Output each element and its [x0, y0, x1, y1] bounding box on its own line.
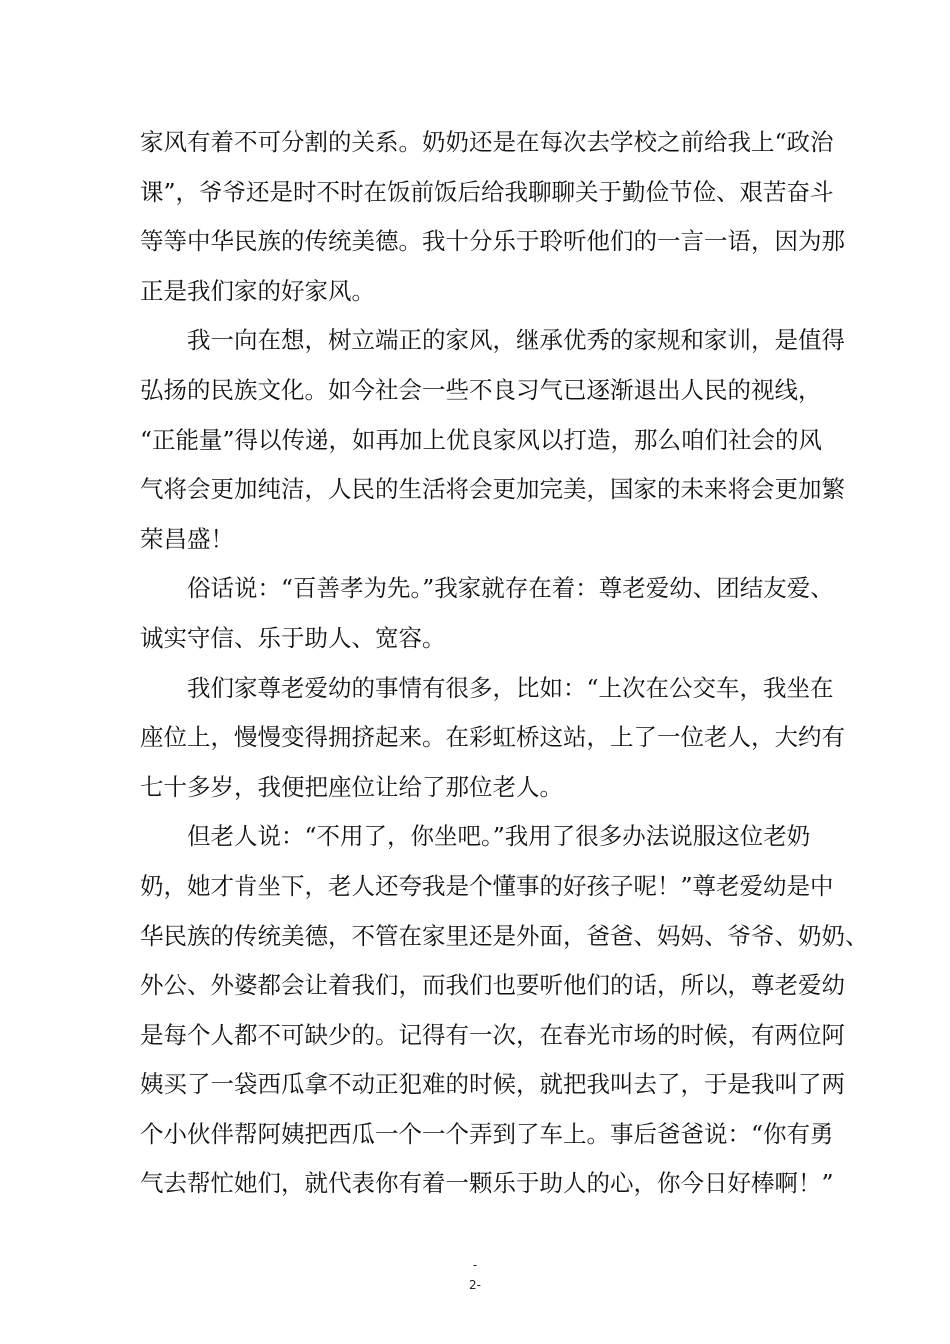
text-line: 外公、外婆都会让着我们，而我们也要听他们的话，所以，尊老爱幼 [140, 971, 845, 1000]
text-line: 是每个人都不可缺少的。记得有一次，在春光市场的时候，有两位阿 [140, 1020, 845, 1049]
text-line: 课”，爷爷还是时不时在饭前饭后给我聊聊关于勤俭节俭、艰苦奋斗 [140, 177, 834, 206]
text-line: 华民族的传统美德，不管在家里还是外面，爸爸、妈妈、爷爷、奶奶、 [140, 921, 869, 950]
text-line: 家风有着不可分割的关系。奶奶还是在每次去学校之前给我上“政治 [140, 128, 834, 156]
footer-dash: - [472, 1258, 478, 1272]
paragraph-first-line: 但老人说：“不用了，你坐吧。”我用了很多办法说服这位老奶 [187, 822, 811, 851]
text-line: 弘扬的民族文化。如今社会一些不良习气已逐渐退出人民的视线， [140, 375, 822, 404]
text-line: 正是我们家的好家风。 [140, 276, 375, 305]
page-number: 2- [469, 1278, 481, 1292]
paragraph-first-line: 俗话说：“百善孝为先。”我家就存在着：尊老爱幼、团结友爱、 [187, 574, 834, 603]
paragraph-first-line: 我一向在想，树立端正的家风，继承优秀的家规和家训，是值得 [187, 326, 845, 355]
text-line: 七十多岁，我便把座位让给了那位老人。 [140, 772, 563, 801]
text-line: 座位上，慢慢变得拥挤起来。在彩虹桥这站，上了一位老人，大约有 [140, 723, 845, 752]
body-text [140, 118, 869, 1209]
text-line: 气将会更加纯洁，人民的生活将会更加完美，国家的未来将会更加繁 [140, 475, 845, 504]
text-line: 荣昌盛！ [140, 524, 234, 553]
text-line: 个小伙伴帮阿姨把西瓜一个一个弄到了车上。事后爸爸说：“你有勇 [140, 1119, 834, 1148]
text-line: 姨买了一袋西瓜拿不动正犯难的时候，就把我叫去了，于是我叫了两 [140, 1070, 845, 1099]
text-line: 气去帮忙她们，就代表你有着一颗乐于助人的心，你今日好棒啊！” [140, 1169, 834, 1198]
text-line: “正能量”得以传递，如再加上优良家风以打造，那么咱们社会的风 [140, 425, 823, 454]
text-line: 等等中华民族的传统美德。我十分乐于聆听他们的一言一语，因为那 [140, 227, 845, 256]
text-line: 诚实守信、乐于助人、宽容。 [140, 623, 446, 652]
paragraph-first-line: 我们家尊老爱幼的事情有很多，比如：“上次在公交车，我坐在 [187, 673, 834, 702]
text-line: 奶，她才肯坐下，老人还夸我是个懂事的好孩子呢！”尊老爱幼是中 [140, 871, 834, 900]
